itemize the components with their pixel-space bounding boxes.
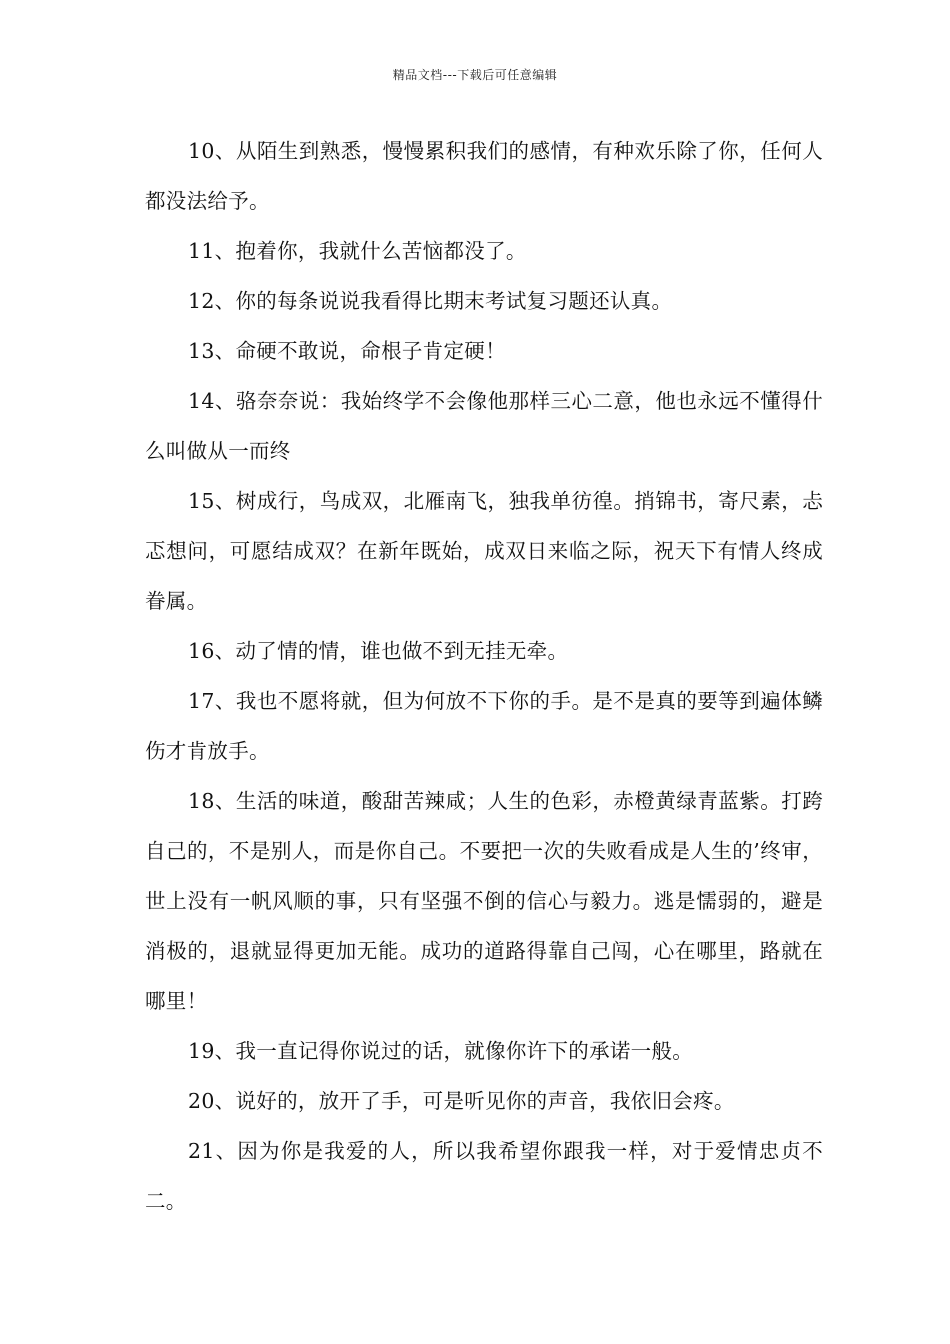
paragraph-15: 15、树成行，鸟成双，北雁南飞，独我单彷徨。捎锦书，寄尺素，忐忑想问，可愿结成双？在新年既始，成双日来临之际，祝天下有情人终成眷属。: [145, 489, 823, 613]
paragraph-13: 13、命硬不敢说，命根子肯定硬！: [188, 339, 506, 363]
paragraph-19: 19、我一直记得你说过的话，就像你许下的承诺一般。: [188, 1039, 694, 1063]
paragraph-14: 14、骆奈奈说：我始终学不会像他那样三心二意，他也永远不懂得什么叫做从一而终: [145, 389, 823, 463]
paragraph-17: 17、我也不愿将就，但为何放不下你的手。是不是真的要等到遍体鳞伤才肯放手。: [145, 689, 823, 763]
paragraph-20: 20、说好的，放开了手，可是听见你的声音，我依旧会疼。: [188, 1089, 735, 1113]
paragraph-16: 16、动了情的情，谁也做不到无挂无牵。: [188, 639, 569, 663]
paragraph-21: 21、因为你是我爱的人，所以我希望你跟我一样，对于爱情忠贞不二。: [145, 1139, 823, 1213]
paragraph-18: 18、生活的味道，酸甜苦辣咸；人生的色彩，赤橙黄绿青蓝紫。打跨自己的，不是别人，而是你自己。不要把一次的失败看成是人生的’终审，世上没有一帆风顺的事，只有坚强不倒的信心与毅力。逃是懦弱的，避是消极的，退就显得更加无能。成功的道路得靠自己闯，心在哪里，路就在哪里！: [145, 789, 823, 1013]
document-body: [145, 126, 823, 1226]
paragraph-12: 12、你的每条说说我看得比期末考试复习题还认真。: [188, 289, 673, 313]
paragraph-11: 11、抱着你，我就什么苦恼都没了。: [188, 239, 527, 263]
paragraph-10: 10、从陌生到熟悉，慢慢累积我们的感情，有种欢乐除了你，任何人都没法给予。: [145, 139, 823, 213]
page-header: 精品文档---下载后可任意编辑: [392, 68, 558, 82]
